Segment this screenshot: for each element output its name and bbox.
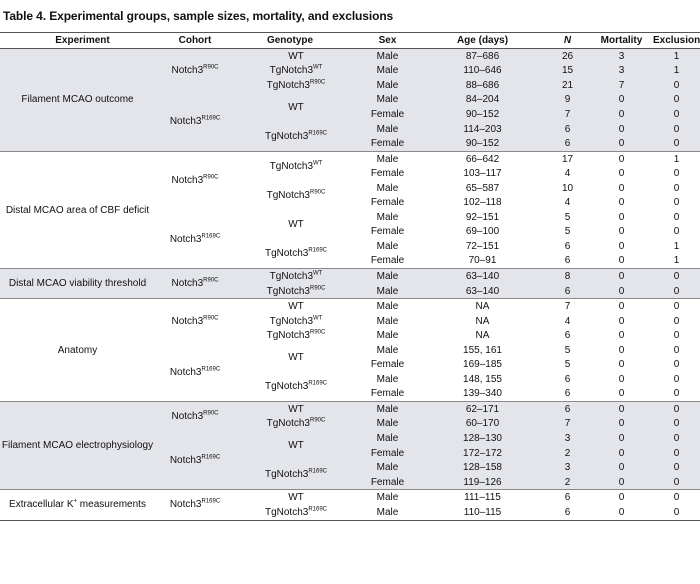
exclusion-cell: 0 bbox=[653, 490, 700, 505]
age-cell: 119–126 bbox=[420, 475, 545, 490]
experiment-label: Anatomy bbox=[57, 344, 98, 356]
cohort-base: Notch3 bbox=[169, 366, 202, 378]
n-cell: 5 bbox=[564, 359, 571, 371]
sex-cell: Male bbox=[355, 64, 420, 79]
sex-cell: Male bbox=[355, 284, 420, 299]
mortality-cell: 0 bbox=[590, 417, 653, 432]
genotype-cell bbox=[225, 122, 355, 152]
genotype-base: TgNotch3 bbox=[269, 65, 314, 77]
experiment-label: Extracellular K bbox=[9, 499, 74, 511]
exclusion-cell: 0 bbox=[653, 269, 700, 284]
age-cell: 87–686 bbox=[420, 49, 545, 64]
exclusion-cell: 0 bbox=[673, 226, 680, 238]
header-exclusion: Exclusion bbox=[653, 33, 700, 49]
mortality-cell: 0 bbox=[618, 315, 625, 327]
n-cell: 6 bbox=[564, 255, 571, 267]
exclusion-cell: 1 bbox=[653, 64, 700, 79]
n-cell: 7 bbox=[545, 299, 590, 314]
sex-cell: Female bbox=[355, 107, 420, 122]
age-cell: 69–100 bbox=[465, 226, 500, 238]
n-cell: 3 bbox=[545, 460, 590, 475]
sex-cell: Female bbox=[370, 168, 405, 180]
cohort-superscript: R169C bbox=[201, 454, 221, 461]
cohort-cell bbox=[165, 343, 225, 402]
cohort-cell bbox=[165, 49, 225, 93]
table-row bbox=[0, 151, 700, 166]
exclusion-cell: 0 bbox=[673, 197, 680, 209]
n-cell: 3 bbox=[545, 431, 590, 446]
genotype-base: TgNotch3 bbox=[266, 79, 310, 91]
experiment-label: Distal MCAO viability threshold bbox=[8, 278, 147, 290]
genotype-base: TgNotch3 bbox=[269, 270, 314, 282]
cohort-superscript: R169C bbox=[201, 233, 221, 240]
cohort-base: Notch3 bbox=[169, 454, 202, 466]
genotype-base: TgNotch3 bbox=[264, 469, 309, 481]
genotype-superscript: R169C bbox=[308, 380, 328, 387]
cohort-cell bbox=[165, 269, 225, 299]
header-mortality: Mortality bbox=[590, 33, 653, 49]
experimental-groups-table bbox=[0, 32, 700, 521]
exclusion-cell: 1 bbox=[673, 240, 680, 252]
n-cell: 15 bbox=[545, 64, 590, 79]
mortality-cell: 0 bbox=[590, 299, 653, 314]
genotype-base: TgNotch3 bbox=[264, 506, 309, 518]
mortality-cell: 0 bbox=[618, 211, 625, 223]
age-cell: 139–340 bbox=[463, 388, 502, 400]
n-cell: 6 bbox=[545, 490, 590, 505]
genotype-superscript: R90C bbox=[310, 79, 326, 86]
genotype-superscript: WT bbox=[313, 160, 323, 167]
sex-cell: Male bbox=[355, 49, 420, 64]
n-cell: 6 bbox=[545, 505, 590, 520]
age-cell: 128–130 bbox=[420, 431, 545, 446]
genotype-base: WT bbox=[288, 403, 304, 415]
mortality-cell: 0 bbox=[618, 240, 625, 252]
genotype-superscript: R169C bbox=[308, 469, 328, 476]
age-cell: 114–203 bbox=[420, 122, 545, 137]
sex-cell: Male bbox=[376, 344, 399, 356]
genotype-base: TgNotch3 bbox=[266, 418, 310, 430]
age-cell: NA bbox=[475, 330, 490, 342]
age-cell: NA bbox=[420, 299, 545, 314]
genotype-base: WT bbox=[288, 492, 304, 504]
mortality-cell: 0 bbox=[590, 402, 653, 417]
age-cell: 90–152 bbox=[420, 136, 545, 151]
genotype-cell bbox=[225, 402, 355, 417]
n-cell: 4 bbox=[564, 168, 571, 180]
age-cell: 103–117 bbox=[463, 168, 502, 180]
exclusion-cell: 0 bbox=[673, 359, 680, 371]
age-cell: 110–646 bbox=[420, 64, 545, 79]
exclusion-cell: 0 bbox=[653, 122, 700, 137]
sex-cell: Male bbox=[355, 78, 420, 93]
sex-cell: Female bbox=[355, 446, 420, 461]
n-cell: 6 bbox=[564, 330, 571, 342]
genotype-cell bbox=[225, 328, 355, 343]
cohort-superscript: R90C bbox=[203, 410, 219, 417]
genotype-superscript: R169C bbox=[308, 247, 328, 254]
exclusion-cell: 0 bbox=[653, 284, 700, 299]
sex-cell: Male bbox=[376, 240, 399, 252]
cohort-superscript: R169C bbox=[201, 366, 221, 373]
n-cell: 2 bbox=[545, 475, 590, 490]
n-cell: 6 bbox=[564, 373, 571, 385]
genotype-cell bbox=[225, 49, 355, 64]
cohort-cell bbox=[165, 151, 225, 210]
n-cell: 6 bbox=[564, 240, 571, 252]
sex-cell: Female bbox=[355, 475, 420, 490]
genotype-cell bbox=[225, 269, 355, 284]
n-cell: 26 bbox=[545, 49, 590, 64]
experiment-cell bbox=[0, 151, 165, 268]
exclusion-cell: 0 bbox=[673, 344, 680, 356]
table-row bbox=[0, 299, 700, 314]
exclusion-cell: 0 bbox=[673, 315, 680, 327]
mortality-cell: 0 bbox=[590, 446, 653, 461]
experiment-superscript: + bbox=[73, 499, 78, 506]
cohort-superscript: R90C bbox=[203, 64, 219, 71]
cohort-base: Notch3 bbox=[169, 499, 202, 511]
mortality-cell: 0 bbox=[590, 136, 653, 151]
table-row bbox=[0, 269, 700, 284]
mortality-cell: 0 bbox=[618, 330, 625, 342]
mortality-cell: 7 bbox=[590, 78, 653, 93]
cohort-cell bbox=[165, 402, 225, 432]
genotype-base: TgNotch3 bbox=[264, 248, 309, 260]
sex-cell: Male bbox=[376, 182, 399, 194]
genotype-superscript: R90C bbox=[310, 418, 326, 425]
header-sex: Sex bbox=[355, 33, 420, 49]
sex-cell: Female bbox=[370, 197, 405, 209]
genotype-cell bbox=[225, 460, 355, 490]
n-cell: 5 bbox=[564, 226, 571, 238]
cohort-base: Notch3 bbox=[171, 411, 204, 423]
age-cell: 155, 161 bbox=[463, 344, 502, 356]
n-cell: 4 bbox=[564, 315, 571, 327]
exclusion-cell: 0 bbox=[653, 446, 700, 461]
exclusion-cell: 0 bbox=[673, 168, 680, 180]
genotype-base: WT bbox=[288, 219, 304, 231]
n-cell: 7 bbox=[545, 417, 590, 432]
genotype-base: WT bbox=[288, 50, 304, 62]
exclusion-cell: 1 bbox=[673, 255, 680, 267]
exclusion-cell: 0 bbox=[653, 107, 700, 122]
genotype-base: TgNotch3 bbox=[269, 160, 314, 172]
mortality-cell: 0 bbox=[590, 269, 653, 284]
age-cell: 172–172 bbox=[420, 446, 545, 461]
header-experiment: Experiment bbox=[0, 33, 165, 49]
genotype-base: TgNotch3 bbox=[266, 330, 310, 342]
age-cell: 60–170 bbox=[420, 417, 545, 432]
exclusion-cell: 0 bbox=[653, 460, 700, 475]
sex-cell: Male bbox=[376, 211, 399, 223]
exclusion-cell: 0 bbox=[673, 388, 680, 400]
genotype-base: TgNotch3 bbox=[269, 315, 314, 327]
genotype-superscript: R90C bbox=[310, 189, 326, 196]
sex-cell: Female bbox=[370, 255, 405, 267]
cohort-base: Notch3 bbox=[171, 315, 204, 327]
exclusion-cell: 0 bbox=[673, 182, 680, 194]
cohort-base: Notch3 bbox=[171, 278, 204, 290]
mortality-cell: 3 bbox=[590, 49, 653, 64]
genotype-cell bbox=[225, 78, 355, 93]
age-cell: 111–115 bbox=[420, 490, 545, 505]
n-cell: 6 bbox=[564, 388, 571, 400]
experiment-label: Filament MCAO electrophysiology bbox=[1, 440, 154, 452]
n-cell: 6 bbox=[545, 284, 590, 299]
genotype-base: TgNotch3 bbox=[266, 285, 310, 297]
table-row bbox=[0, 402, 700, 417]
mortality-cell: 0 bbox=[618, 226, 625, 238]
n-cell: 6 bbox=[545, 122, 590, 137]
sex-cell: Male bbox=[355, 505, 420, 520]
mortality-cell: 0 bbox=[618, 359, 625, 371]
sex-cell: Male bbox=[376, 330, 399, 342]
sex-cell: Male bbox=[355, 122, 420, 137]
genotype-superscript: R169C bbox=[308, 506, 328, 513]
exclusion-cell: 0 bbox=[653, 93, 700, 108]
n-cell: 10 bbox=[561, 182, 574, 194]
cohort-base: Notch3 bbox=[171, 175, 204, 187]
mortality-cell: 0 bbox=[618, 255, 625, 267]
sex-cell: Female bbox=[370, 359, 405, 371]
age-cell: 62–171 bbox=[420, 402, 545, 417]
genotype-cell bbox=[225, 490, 355, 505]
sex-cell: Male bbox=[355, 402, 420, 417]
sex-cell: Male bbox=[376, 373, 399, 385]
sex-cell: Male bbox=[376, 315, 399, 327]
cohort-cell bbox=[165, 210, 225, 269]
mortality-cell: 0 bbox=[590, 151, 653, 166]
experiment-cell bbox=[0, 269, 165, 299]
genotype-cell bbox=[225, 431, 355, 460]
mortality-cell: 0 bbox=[590, 505, 653, 520]
exclusion-cell: 0 bbox=[673, 211, 680, 223]
table-body bbox=[0, 49, 700, 521]
n-cell: 9 bbox=[545, 93, 590, 108]
sex-cell: Male bbox=[355, 299, 420, 314]
exclusion-cell: 1 bbox=[653, 151, 700, 166]
genotype-base: WT bbox=[288, 440, 304, 452]
header-n: N bbox=[545, 33, 590, 49]
mortality-cell: 0 bbox=[590, 122, 653, 137]
genotype-base: TgNotch3 bbox=[264, 381, 309, 393]
exclusion-cell: 0 bbox=[673, 330, 680, 342]
genotype-cell bbox=[225, 64, 355, 79]
sex-cell: Male bbox=[355, 417, 420, 432]
mortality-cell: 0 bbox=[618, 344, 625, 356]
exclusion-cell: 0 bbox=[673, 373, 680, 385]
n-cell: 17 bbox=[545, 151, 590, 166]
cohort-superscript: R169C bbox=[201, 499, 221, 506]
header-genotype: Genotype bbox=[225, 33, 355, 49]
genotype-cell bbox=[225, 284, 355, 299]
sex-cell: Female bbox=[370, 388, 405, 400]
cohort-base: Notch3 bbox=[169, 116, 202, 128]
mortality-cell: 0 bbox=[618, 388, 625, 400]
age-cell: 110–115 bbox=[420, 505, 545, 520]
mortality-cell: 0 bbox=[590, 284, 653, 299]
age-cell: 88–686 bbox=[420, 78, 545, 93]
genotype-superscript: WT bbox=[313, 315, 323, 322]
exclusion-cell: 0 bbox=[653, 78, 700, 93]
cohort-superscript: R90C bbox=[203, 315, 219, 322]
sex-cell: Male bbox=[355, 431, 420, 446]
mortality-cell: 0 bbox=[618, 168, 625, 180]
mortality-cell: 0 bbox=[590, 107, 653, 122]
n-cell: 5 bbox=[564, 211, 571, 223]
cohort-superscript: R90C bbox=[203, 175, 219, 182]
exclusion-cell: 0 bbox=[653, 417, 700, 432]
cohort-base: Notch3 bbox=[169, 233, 202, 245]
sex-cell: Male bbox=[355, 490, 420, 505]
mortality-cell: 0 bbox=[590, 490, 653, 505]
sex-cell: Female bbox=[370, 226, 405, 238]
table-row bbox=[0, 49, 700, 64]
experiment-label: Filament MCAO outcome bbox=[21, 94, 134, 106]
cohort-superscript: R90C bbox=[203, 277, 219, 284]
age-cell: 63–140 bbox=[420, 284, 545, 299]
genotype-superscript: WT bbox=[313, 64, 323, 71]
sex-cell: Male bbox=[355, 269, 420, 284]
sex-cell: Male bbox=[355, 93, 420, 108]
exclusion-cell: 0 bbox=[653, 136, 700, 151]
mortality-cell: 0 bbox=[590, 93, 653, 108]
genotype-cell bbox=[225, 299, 355, 314]
genotype-cell bbox=[225, 93, 355, 122]
age-cell: 70–91 bbox=[468, 255, 497, 267]
n-cell: 6 bbox=[545, 136, 590, 151]
age-cell: 90–152 bbox=[420, 107, 545, 122]
genotype-base: TgNotch3 bbox=[266, 189, 310, 201]
genotype-base: WT bbox=[288, 301, 304, 313]
cohort-base: Notch3 bbox=[171, 65, 204, 77]
exclusion-cell: 0 bbox=[653, 299, 700, 314]
mortality-cell: 3 bbox=[590, 64, 653, 79]
exclusion-cell: 0 bbox=[653, 505, 700, 520]
mortality-cell: 0 bbox=[590, 431, 653, 446]
mortality-cell: 0 bbox=[618, 197, 625, 209]
experiment-cell bbox=[0, 490, 165, 520]
age-cell: 66–642 bbox=[420, 151, 545, 166]
genotype-cell bbox=[225, 343, 355, 372]
genotype-cell bbox=[225, 505, 355, 520]
exclusion-cell: 0 bbox=[653, 402, 700, 417]
table-row bbox=[0, 490, 700, 505]
n-cell: 6 bbox=[545, 402, 590, 417]
genotype-cell bbox=[225, 181, 355, 210]
mortality-cell: 0 bbox=[618, 182, 625, 194]
mortality-cell: 0 bbox=[618, 373, 625, 385]
genotype-cell bbox=[225, 151, 355, 181]
genotype-base: WT bbox=[288, 351, 304, 363]
age-cell: 84–204 bbox=[420, 93, 545, 108]
n-cell: 2 bbox=[545, 446, 590, 461]
header-row bbox=[0, 33, 700, 49]
exclusion-cell: 0 bbox=[653, 475, 700, 490]
age-cell: 102–118 bbox=[463, 197, 502, 209]
genotype-superscript: R169C bbox=[308, 130, 328, 137]
header-cohort: Cohort bbox=[165, 33, 225, 49]
mortality-cell: 0 bbox=[590, 475, 653, 490]
n-cell: 7 bbox=[545, 107, 590, 122]
genotype-cell bbox=[225, 210, 355, 239]
genotype-cell bbox=[225, 239, 355, 269]
experiment-cell bbox=[0, 49, 165, 152]
experiment-label: Distal MCAO area of CBF deficit bbox=[5, 204, 150, 216]
sex-cell: Female bbox=[355, 136, 420, 151]
cohort-superscript: R169C bbox=[201, 115, 221, 122]
genotype-base: WT bbox=[288, 101, 304, 113]
mortality-cell: 0 bbox=[590, 460, 653, 475]
age-cell: 148, 155 bbox=[463, 373, 502, 385]
genotype-superscript: R90C bbox=[310, 285, 326, 292]
experiment-cell bbox=[0, 402, 165, 490]
n-cell: 8 bbox=[545, 269, 590, 284]
age-cell: 92–151 bbox=[465, 211, 500, 223]
header-age: Age (days) bbox=[420, 33, 545, 49]
genotype-superscript: R90C bbox=[310, 329, 326, 336]
sex-cell: Male bbox=[355, 460, 420, 475]
n-cell: 21 bbox=[545, 78, 590, 93]
genotype-cell bbox=[225, 417, 355, 432]
cohort-cell bbox=[165, 431, 225, 490]
genotype-cell bbox=[225, 314, 355, 329]
genotype-superscript: WT bbox=[313, 270, 323, 277]
experiment-cell bbox=[0, 299, 165, 402]
experiment-suffix: measurements bbox=[77, 499, 146, 511]
cohort-cell bbox=[165, 93, 225, 152]
age-cell: NA bbox=[475, 315, 490, 327]
age-cell: 169–185 bbox=[463, 359, 502, 371]
cohort-cell bbox=[165, 299, 225, 343]
age-cell: 63–140 bbox=[420, 269, 545, 284]
exclusion-cell: 0 bbox=[653, 431, 700, 446]
n-cell: 5 bbox=[564, 344, 571, 356]
genotype-base: TgNotch3 bbox=[264, 130, 309, 142]
genotype-cell bbox=[225, 372, 355, 402]
table-caption: Table 4. Experimental groups, sample sizes, mortality, and exclusions bbox=[3, 9, 394, 23]
sex-cell: Male bbox=[355, 151, 420, 166]
age-cell: 72–151 bbox=[465, 240, 500, 252]
n-cell: 4 bbox=[564, 197, 571, 209]
exclusion-cell: 1 bbox=[653, 49, 700, 64]
age-cell: 128–158 bbox=[420, 460, 545, 475]
age-cell: 65–587 bbox=[465, 182, 500, 194]
cohort-cell bbox=[165, 490, 225, 520]
